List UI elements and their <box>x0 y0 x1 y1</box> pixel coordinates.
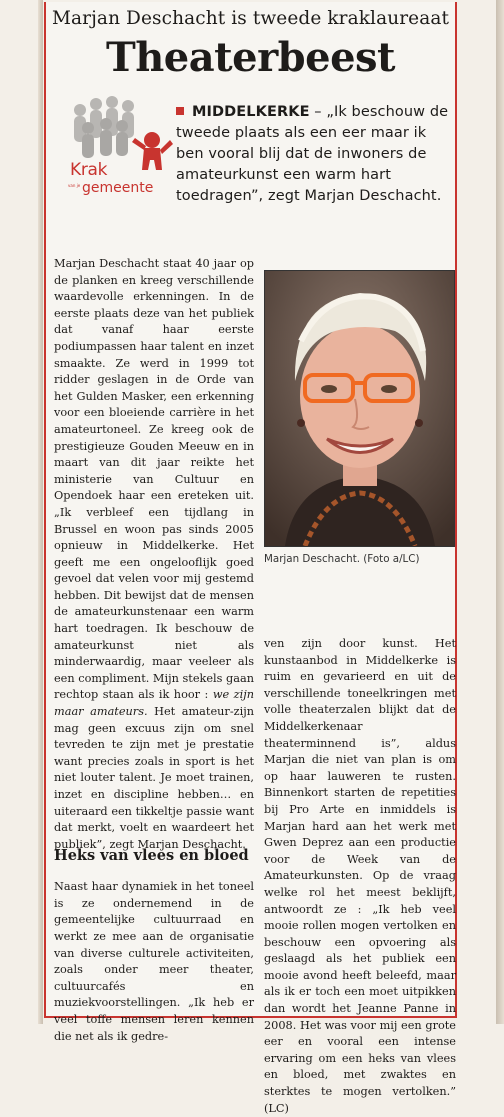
article-frame <box>44 2 457 1115</box>
body-col1-after: Het amateur-zijn mag geen excuus zijn om snel tevreden te zijn met je prestatie want precies zoals in sport is het niet louter talent. Je moet trainen, inzet en discipline hebben… en uiteraard een tikkeltje passie want dat merkt, voelt en waardeert het publiek”, zegt Marjan Deschacht. <box>54 705 254 851</box>
article-subhead: Heks van vlees en bloed <box>54 847 249 864</box>
article-headline: Theaterbeest <box>105 34 396 81</box>
krak-logo-text: Krak <box>70 160 108 180</box>
photo-caption: Marjan Deschacht. (Foto a/LC) <box>264 553 420 565</box>
krak-logo <box>58 94 176 204</box>
body-col1-italic: we zijn maar amateurs. <box>54 688 254 719</box>
krak-logo-small-text: van je <box>68 183 81 188</box>
body-column-2 <box>264 636 456 1117</box>
body-col2-text: ven zijn door kunst. Het kunstaanbod in Middelkerke is ruim en gevarieerd en uit de verschillende toneelkringen met volle theaterzalen blijkt dat de Middelkerkenaar theaterminnend is”, aldus Marjan die niet van plan is om op haar lauweren te rusten. Binnenkort starten de repetities bij Pro Arte en inmiddels is Marjan hard aan het werk met Gwen Deprez aan een productie voor de Week van de Amateurkunsten. Op de vraag welke rol het meest beklijft, antwoordt ze : „Ik heb veel mooie rollen mogen vertolken en beschouw een opvoering als geslaagd als het publiek een mooie avond heeft beleefd, maar als ik er toch een moet uitpikken dan wordt het Jeanne Panne in 2008. Het was voor mij een grote eer en vooral een intense ervaring om een heks van vlees en bloed, met zwaktes en sterktes te mogen vertolken.” (LC) <box>264 637 456 1115</box>
page-fold-right <box>496 0 504 1024</box>
red-square-bullet-icon <box>176 107 184 115</box>
krak-logo-subtitle: gemeente <box>82 180 154 196</box>
article-lead <box>176 102 451 207</box>
portrait-photo <box>264 270 455 547</box>
body-col1b-text: Naast haar dynamiek in het toneel is ze ondernemend in de gemeentelijke cultuurraad en werkt ze mee aan de organisatie van diverse culturele activiteiten, zoals onder meer theater, cultuurcafés en muziekvoorstellingen. „Ik heb er veel toffe mensen leren kennen die net als ik gedre- <box>54 880 254 1043</box>
lead-text: – „Ik beschouw de tweede plaats als een eer maar ik ben vooral blij dat de inwoners de amateurkunst een warm hart toedragen”, zegt Marjan Deschacht. <box>176 104 449 204</box>
body-column-1-continued <box>54 868 254 1057</box>
page-fold-left <box>38 0 43 1024</box>
lead-dateline: MIDDELKERKE <box>192 104 310 120</box>
body-column-1 <box>54 256 254 853</box>
portrait-image <box>265 271 454 546</box>
article-kicker: Marjan Deschacht is tweede kraklaureaat <box>51 8 449 29</box>
body-col1-text: Marjan Deschacht staat 40 jaar op de planken en kreeg verschillende waardevolle erkenningen. In de eerste plaats deze van het publiek dat vanaf haar eerste podiumpassen haar talent en inzet smaakte. Ze werd in 1999 tot ridder geslagen in de Orde van het Gulden Masker, een erkenning voor een bloeiende carrière in het amateurtoneel. Ze kreeg ook de prestigieuze Gouden Meeuw en in maart van dit jaar reikte het ministerie van Cultuur en Opendoek haar een ereteken uit. „Ik verbleef een tijdlang in Brussel en woon pas sinds 2005 opnieuw in Middelkerke. Het geeft me een ongelooflijk goed gevoel dat velen voor mij gestemd hebben. Dit bewijst dat de mensen de amateurkunstenaar een warm hart toedragen. Ik beschouw de amateurkunst niet als minderwaardig, maar veeleer als een compliment. Mijn stekels gaan rechtop staan als ik hoor : <box>54 257 255 702</box>
